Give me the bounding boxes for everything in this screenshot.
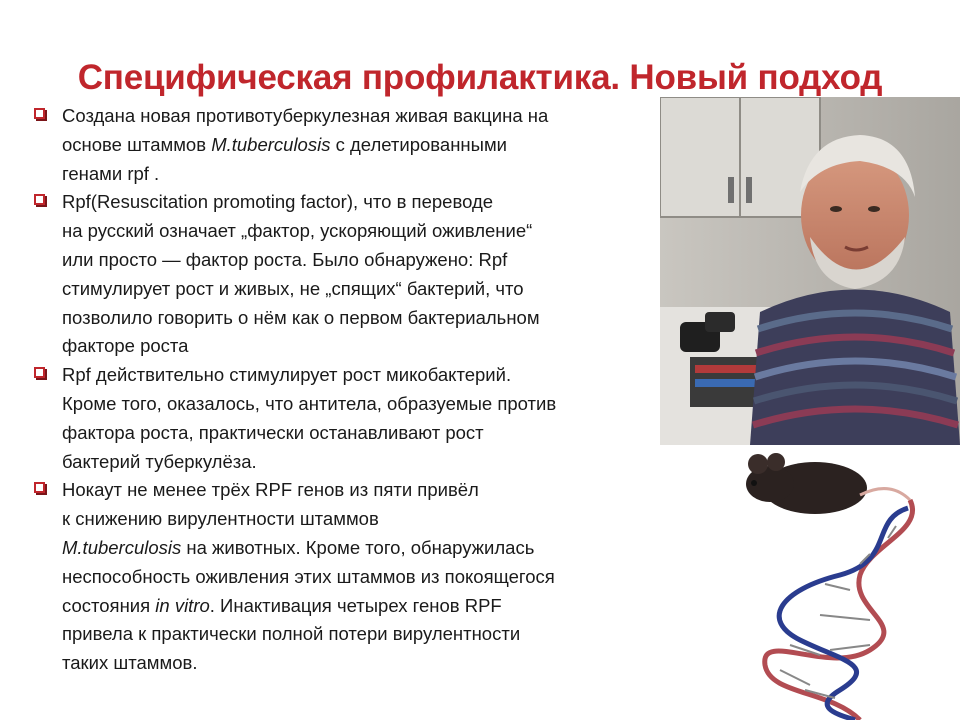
text-segment: Rpf(Resuscitation promoting factor), что в переводе	[62, 191, 494, 213]
bullet-line	[62, 131, 664, 160]
italic-term: in vitro	[155, 594, 210, 616]
bullet-line	[62, 620, 664, 649]
bullet-list	[34, 102, 664, 678]
text-segment: таких штаммов.	[62, 652, 198, 674]
slide-title: Специфическая профилактика. Новый подход	[77, 58, 883, 97]
bullet-item	[34, 361, 664, 476]
bullet-line	[62, 505, 664, 534]
bullet-line	[62, 160, 664, 189]
text-segment: факторе роста	[62, 335, 189, 357]
text-segment: бактерий туберкулёза.	[62, 450, 257, 472]
text-segment: позволило говорить о нём как о первом бактериальном	[62, 306, 540, 328]
bullet-line	[62, 592, 664, 621]
italic-term: M.tuberculosis	[62, 536, 182, 558]
mouse-icon	[746, 453, 910, 514]
bullet-line	[62, 102, 664, 131]
text-segment: привела к практически полной потери вирулентности	[62, 623, 521, 645]
text-segment: Кроме того, оказалось, что антитела, образуемые против	[62, 392, 557, 414]
text-segment: с делетированными	[330, 133, 507, 155]
text-segment: к снижению вирулентности штаммов	[62, 508, 379, 530]
bullet-line	[62, 419, 664, 448]
bullet-line	[62, 563, 664, 592]
text-segment: Создана новая противотуберкулезная живая вакцина на	[62, 105, 549, 126]
bullet-line	[62, 304, 664, 333]
text-segment: основе штаммов	[62, 133, 212, 155]
bullet-line	[62, 332, 664, 361]
text-segment: . Инактивация четырех генов RPF	[209, 594, 502, 616]
bullet-line	[62, 649, 664, 678]
bullet-line	[62, 390, 664, 419]
text-segment: стимулирует рост и живых, не „спящих“ бактерий, что	[62, 277, 524, 299]
text-segment: генами rpf .	[62, 162, 160, 184]
bullet-item	[34, 476, 664, 678]
mouse-dna-illustration	[720, 450, 960, 720]
bullet-line	[62, 361, 664, 390]
text-segment: Нокаут не менее трёх RPF генов из пяти привёл	[62, 479, 479, 501]
text-segment: фактора роста, практически останавливают рост	[62, 421, 484, 443]
bullet-item	[34, 188, 664, 361]
bullet-line	[62, 217, 664, 246]
text-segment: на животных. Кроме того, обнаружилась	[181, 536, 535, 558]
bullet-item	[34, 102, 664, 188]
bullet-line	[62, 476, 664, 505]
square-bullet-icon	[34, 108, 45, 119]
italic-term: M.tuberculosis	[211, 133, 331, 155]
text-segment: состояния	[62, 594, 156, 616]
bullet-line	[62, 275, 664, 304]
bullet-line	[62, 534, 664, 563]
text-segment: или просто — фактор роста. Было обнаружено: Rpf	[62, 248, 508, 270]
text-segment: неспособность оживления этих штаммов из покоящегося	[62, 565, 555, 587]
square-bullet-icon	[34, 194, 45, 205]
text-segment: Rpf действительно стимулирует рост микобактерий.	[62, 364, 512, 386]
square-bullet-icon	[34, 482, 45, 493]
scientist-photo	[660, 97, 960, 445]
bullet-line	[62, 448, 664, 477]
text-segment: на русский означает „фактор, ускоряющий оживление“	[62, 220, 533, 242]
bullet-line	[62, 246, 664, 275]
bullet-line	[62, 188, 664, 217]
square-bullet-icon	[34, 367, 45, 378]
